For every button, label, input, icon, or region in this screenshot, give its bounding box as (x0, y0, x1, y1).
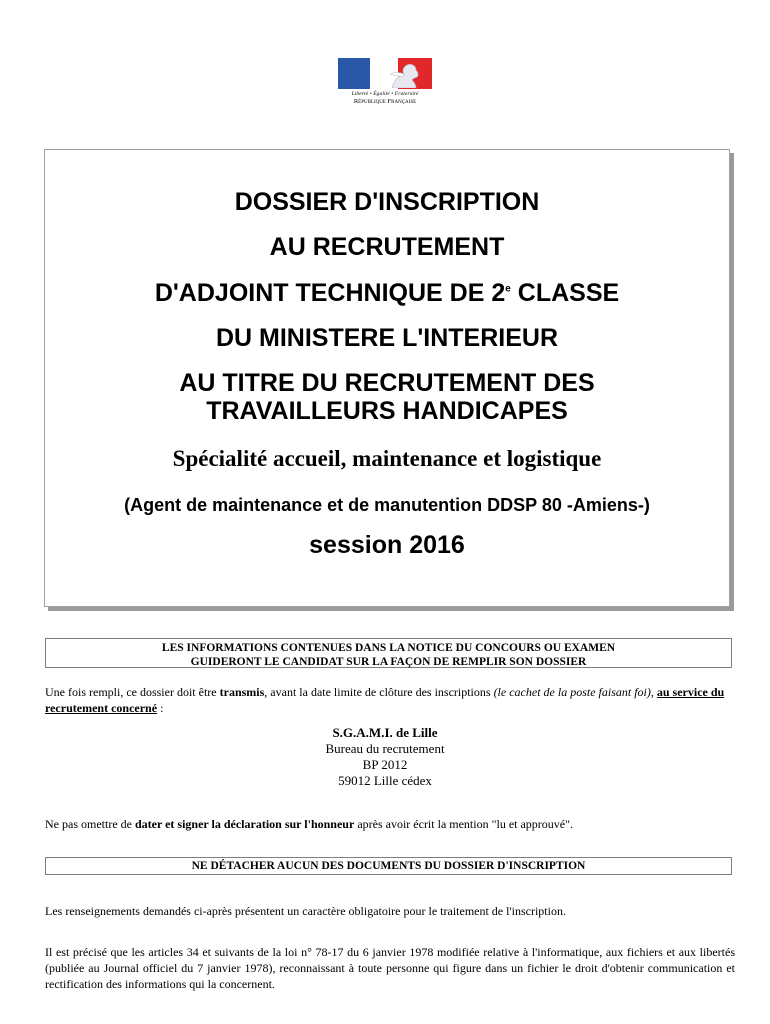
submission-paragraph: Une fois rempli, ce dossier doit être transmis, avant la date limite de clôture des inscriptions (le cachet de la poste faisant foi), au service du recrutement concerné : (45, 685, 725, 715)
title-line-2: AU RECRUTEMENT (269, 233, 505, 261)
title-line-5a: AU TITRE DU RECRUTEMENT DES (179, 369, 595, 397)
title-line-4: DU MINISTERE L'INTERIEUR (215, 324, 559, 352)
mandatory-info-paragraph: Les renseignements demandés ci-après présentent un caractère obligatoire pour le traitement de l'inscription. (45, 904, 566, 918)
notice-line-2: GUIDERONT LE CANDIDAT SUR LA FAÇON DE REMPLIR SON DOSSIER (190, 656, 587, 668)
address-line-3: BP 2012 (362, 757, 408, 772)
title-line-5b: TRAVAILLEURS HANDICAPES (206, 397, 568, 425)
address-line-2: Bureau du recrutement (325, 741, 445, 756)
logo-republic: République Française (353, 98, 417, 105)
title-superscript: e (505, 283, 511, 295)
logo-motto: Liberté • Égalité • Fraternité (351, 91, 419, 97)
tricolor-flag (338, 58, 432, 89)
republique-francaise-logo (338, 58, 432, 105)
agent-position: (Agent de maintenance et de manutention DDSP 80 -Amiens-) (124, 495, 650, 515)
title-line-5 (45, 369, 729, 425)
notice-line-1: LES INFORMATIONS CONTENUES DANS LA NOTICE DU CONCOURS OU EXAMEN (161, 642, 616, 654)
address-block (0, 725, 770, 789)
title-box (44, 149, 730, 607)
privacy-paragraph: Il est précisé que les articles 34 et suivants de la loi n° 78-17 du 6 janvier 1978 modifiée relative à l'informatique, aux fichiers et aux libertés (publiée au Journal officiel du 7 janvier 1978), reconnaissant à toute personne qui figure dans un fichier le droit d'obtenir communication et rectification des informations qui la concernent. (45, 945, 735, 991)
address-line-1: S.G.A.M.I. de Lille (332, 725, 438, 740)
recruitment-service-emphasis: au service du recrutement concerné (45, 685, 725, 715)
speciality: Spécialité accueil, maintenance et logistique (172, 446, 602, 471)
signature-instruction: Ne pas omettre de dater et signer la déclaration sur l'honneur après avoir écrit la mention "lu et approuvé". (45, 817, 574, 831)
address-line-4: 59012 Lille cédex (338, 773, 432, 788)
marianne-icon (388, 62, 428, 88)
notice-box (45, 638, 732, 668)
title-line-3: D'ADJOINT TECHNIQUE DE 2e CLASSE (154, 279, 620, 307)
session-label: session 2016 (309, 531, 465, 559)
title-line-1: DOSSIER D'INSCRIPTION (234, 188, 540, 216)
warning-box: NE DÉTACHER AUCUN DES DOCUMENTS DU DOSSIER D'INSCRIPTION (45, 857, 732, 875)
